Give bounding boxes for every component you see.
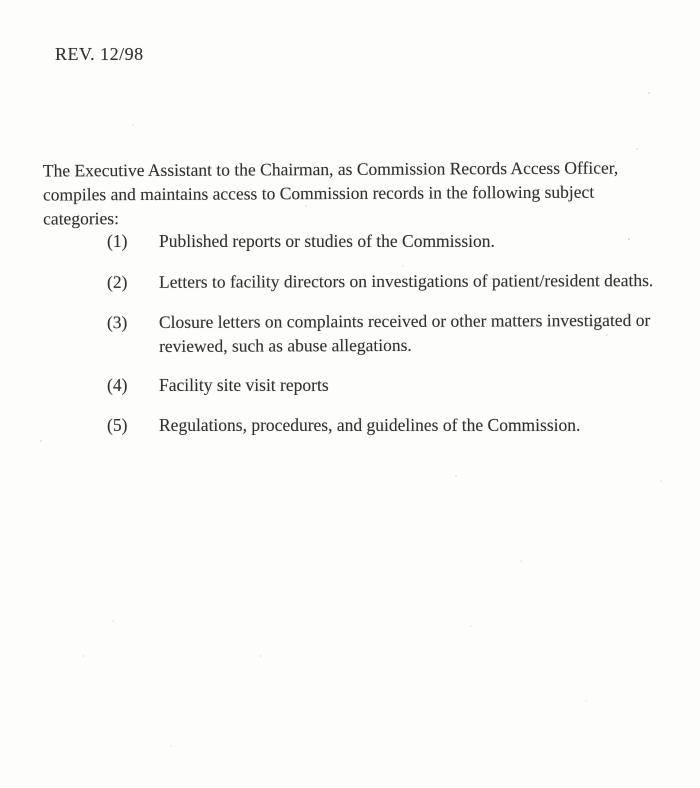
item-number: (4) xyxy=(107,375,128,395)
item-text: Facility site visit reports xyxy=(159,375,329,395)
revision-label: REV. 12/98 xyxy=(55,44,144,64)
list-item xyxy=(107,413,655,437)
list-item xyxy=(107,268,655,294)
item-text: Letters to facility directors on investigations of patient/resident deaths. xyxy=(158,270,654,292)
list-item xyxy=(107,308,655,358)
item-text: Regulations, procedures, and guidelines of the Commission. xyxy=(159,415,581,435)
list-item xyxy=(107,373,655,397)
item-number: (2) xyxy=(106,271,128,292)
item-text: Closure letters on complaints received or other matters investigated or reviewed, such as abuse allegations. xyxy=(158,309,651,356)
item-number: (3) xyxy=(106,312,128,333)
intro-paragraph: The Executive Assistant to the Chairman, as Commission Records Access Officer, compiles and maintains access to Commission records in the following subject categories: xyxy=(42,157,619,229)
item-number: (1) xyxy=(107,231,128,251)
scan-noise xyxy=(0,0,2,2)
item-number: (5) xyxy=(107,415,128,435)
item-text: Published reports or studies of the Commission. xyxy=(159,231,495,251)
records-category-list xyxy=(107,229,655,453)
list-item xyxy=(107,229,655,253)
